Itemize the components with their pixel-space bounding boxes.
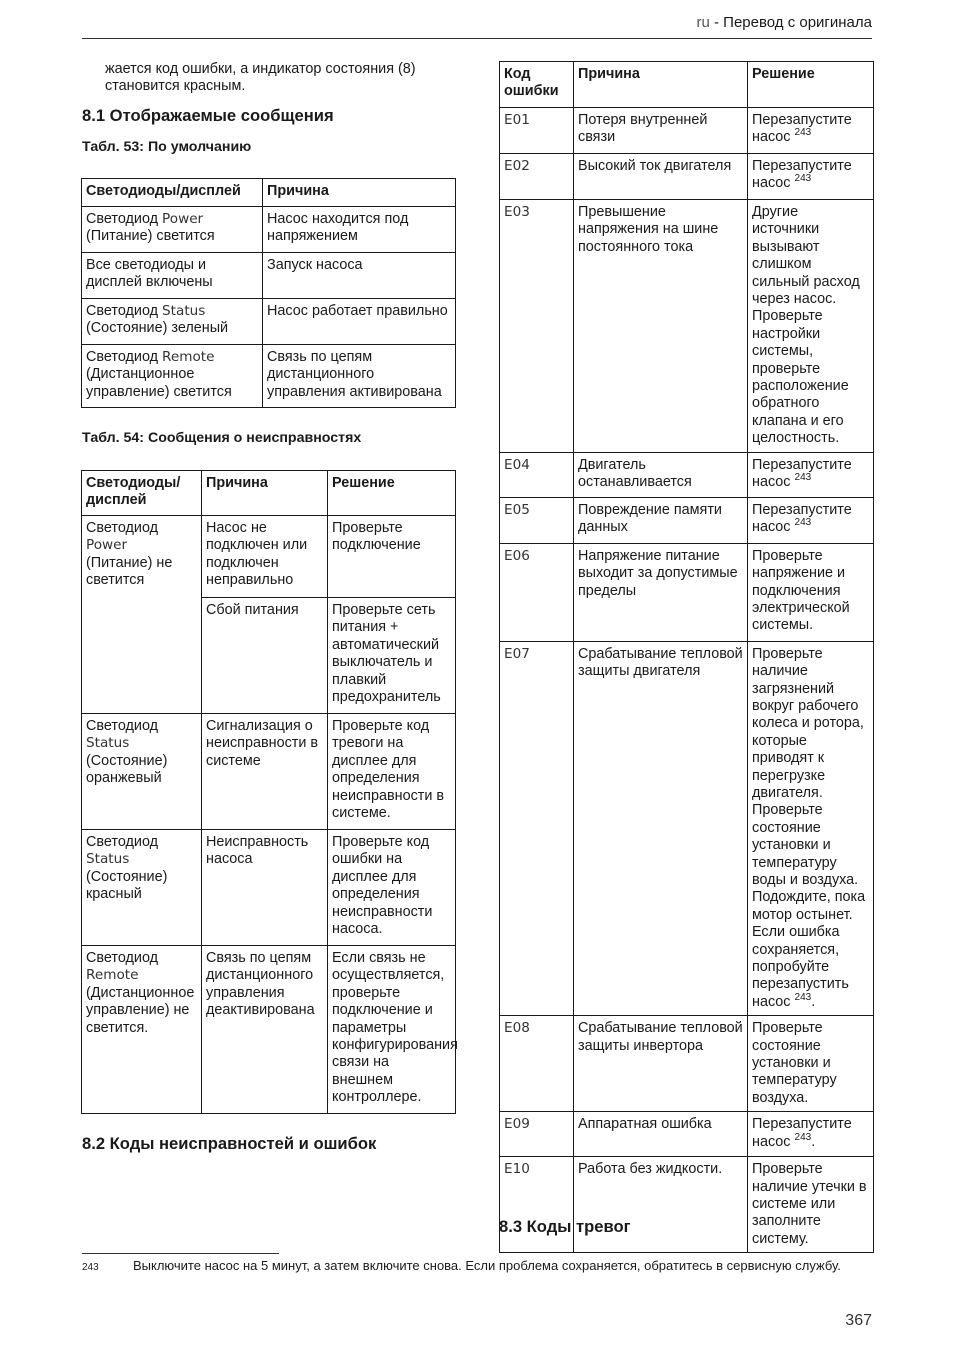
table-54-caption: Табл. 54: Сообщения о неисправностях [82, 430, 362, 446]
error-table-header-code: Код ошибки [500, 62, 574, 108]
table-53-caption: Табл. 53: По умолчанию [82, 139, 252, 155]
error-code: E07 [500, 641, 574, 1016]
table-row: Светодиод Remote (Дистанционное управление) светится Связь по цепям дистанционного управления активирована [82, 345, 456, 408]
table-row [500, 452, 874, 497]
error-code: E10 [500, 1157, 574, 1253]
error-cause: Напряжение питание выходит за допустимые пределы [574, 543, 748, 641]
table-row: Все светодиоды и дисплей включены Запуск насоса [82, 253, 456, 299]
error-solution: Другие источники вызывают слишком сильный расход через насос. Проверьте настройки системы, проверьте расположение обратного клапана и его целостность. [748, 200, 874, 453]
table-row [500, 1016, 874, 1112]
footnote-rule [82, 1253, 279, 1254]
error-code: E08 [500, 1016, 574, 1112]
error-cause: Потеря внутренней связи [574, 108, 748, 154]
table-54-header-cause: Причина [202, 471, 328, 516]
error-cause: Аппаратная ошибка [574, 1112, 748, 1157]
error-code: E02 [500, 154, 574, 200]
error-code: E03 [500, 200, 574, 453]
table-row: Светодиод Status (Состояние) оранжевый Сигнализация о неисправности в системе Проверьте код тревоги на дисплее для определения неисправности в системе. [82, 714, 456, 830]
table-row [500, 641, 874, 1016]
header-language: ru [696, 14, 710, 31]
error-code: E09 [500, 1112, 574, 1157]
error-cause: Двигатель останавливается [574, 452, 748, 497]
table-row: Светодиод Power (Питание) не светится Насос не подключен или подключен неправильно Проверьте подключение [82, 516, 456, 598]
led-status-label: Status [86, 851, 130, 868]
table-53 [81, 178, 456, 408]
error-cause: Превышение напряжения на шине постоянного тока [574, 200, 748, 453]
error-solution: Перезапустите насос $^{243}$ [748, 452, 874, 497]
table-row [500, 497, 874, 543]
footnote-reference: 243 [794, 472, 812, 484]
section-8-2-heading: 8.2 Коды неисправностей и ошибок [82, 1134, 377, 1153]
error-solution: Перезапустите насос $^{243}$ [748, 108, 874, 154]
error-code: E05 [500, 497, 574, 543]
error-code: E06 [500, 543, 574, 641]
running-header: ru - Перевод с оригинала [696, 14, 872, 31]
error-solution: Проверьте напряжение и подключения электрической системы. [748, 543, 874, 641]
led-remote-label: Remote [86, 967, 139, 984]
table-53-header-cause: Причина [263, 179, 456, 207]
footnote-text: Выключите насос на 5 минут, а затем включите снова. Если проблема сохраняется, обратитесь в сервисную службу. [133, 1258, 841, 1273]
error-code: E04 [500, 452, 574, 497]
error-solution: Перезапустите насос $^{243}$ [748, 154, 874, 200]
error-solution: Проверьте наличие утечки в системе или заполните систему. [748, 1157, 874, 1253]
page-number: 367 [845, 1312, 872, 1329]
error-cause: Высокий ток двигателя [574, 154, 748, 200]
table-54-header-display: Светодиоды/ дисплей [82, 471, 202, 516]
error-solution: Перезапустите насос $^{243}$ [748, 497, 874, 543]
led-power-label: Power [86, 537, 128, 554]
section-8-3-heading: 8.3 Коды тревог [499, 1217, 631, 1236]
footnote-reference: 243 [794, 127, 812, 139]
table-54 [81, 470, 456, 1114]
section-8-1-heading: 8.1 Отображаемые сообщения [82, 106, 334, 125]
header-title: Перевод с оригинала [723, 14, 872, 31]
intro-paragraph: жается код ошибки, а индикатор состояния (8) становится красным. [105, 61, 416, 95]
footnote-reference: 243 [794, 173, 812, 185]
footnote-reference: 243 [794, 1131, 812, 1143]
table-row: Светодиод Remote (Дистанционное управление) не светится. Связь по цепям дистанционного управления деактивирована Если связь не осуществляется, проверьте подключение и параметры конфигурирования связи на внешнем контроллере. [82, 946, 456, 1114]
table-row: Сбой питания Проверьте сеть питания + автоматический выключатель и плавкий предохранитель [82, 598, 456, 714]
led-power-label: Power [162, 211, 204, 227]
error-cause: Повреждение памяти данных [574, 497, 748, 543]
footnote-reference: 243 [794, 517, 812, 529]
table-row [500, 200, 874, 453]
table-row: Светодиод Status (Состояние) красный Неисправность насоса Проверьте код ошибки на дисплее для определения неисправности насоса. [82, 830, 456, 946]
footnote-number: 243 [82, 1262, 99, 1273]
table-row [500, 154, 874, 200]
error-cause: Работа без жидкости. [574, 1157, 748, 1253]
error-codes-table [499, 61, 874, 1253]
error-table-header-solution: Решение [748, 62, 874, 108]
error-solution: Проверьте состояние установки и температуру воздуха. [748, 1016, 874, 1112]
error-solution: Перезапустите насос $^{243}$. [748, 1112, 874, 1157]
header-rule [82, 38, 872, 39]
led-status-label: Status [86, 735, 130, 752]
table-53-header-display: Светодиоды/дисплей [82, 179, 263, 207]
led-status-label: Status [162, 303, 206, 319]
error-code: E01 [500, 108, 574, 154]
led-remote-label: Remote [162, 349, 215, 365]
table-row [500, 1112, 874, 1157]
table-54-header-solution: Решение [328, 471, 456, 516]
error-solution: Проверьте наличие загрязнений вокруг рабочего колеса и ротора, которые приводят к перегрузке двигателя. Проверьте состояние установки и температуру воды и воздуха. Подождите, пока мотор остынет. Если ошибка сохраняется, попробуйте перезапустить насос $^{243}$. [748, 641, 874, 1016]
table-row: Светодиод Power (Питание) светится Насос находится под напряжением [82, 207, 456, 253]
table-row [500, 543, 874, 641]
table-row [500, 1157, 874, 1253]
table-row: Светодиод Status (Состояние) зеленый Насос работает правильно [82, 299, 456, 345]
footnote-reference: 243 [794, 992, 812, 1004]
error-cause: Срабатывание тепловой защиты двигателя [574, 641, 748, 1016]
error-cause: Срабатывание тепловой защиты инвертора [574, 1016, 748, 1112]
error-table-header-cause: Причина [574, 62, 748, 108]
table-row [500, 108, 874, 154]
